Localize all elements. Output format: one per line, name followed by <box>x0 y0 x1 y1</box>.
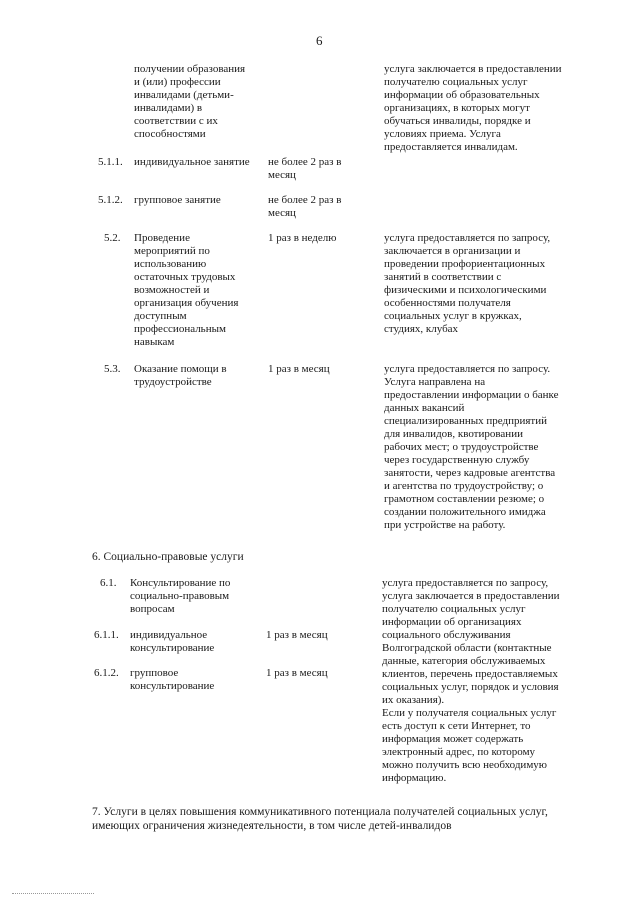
row-0-description: услуга заключается в предоставлении получателю социальных услуг информации об образовательных организациях, в которых могут обучаться инвалиды, порядке и условиях приема. Услуга предоставляется инвалидам. <box>384 63 562 153</box>
row-6-name: индивидуальное консультирование <box>130 629 215 654</box>
row-7-frequency: 1 раз в месяц <box>266 667 328 679</box>
row-0-name: получении образования и (или) профессии инвалидами (детьми- инвалидами) в соответствии с их способностями <box>134 63 246 140</box>
row-1-number: 5.1.1. <box>98 156 123 168</box>
row-5-description: услуга предоставляется по запросу, услуга заключается в предоставлении получателю социальных услуг информации об организациях социального обслуживания Волгоградской области (контактные данные, категория обслуживаемых клиентов, перечень предоставляемых социальных услуг, порядок и условия их оказания). Если у получателя социальных услуг есть доступ к сети Интернет, то информация может содержать электронный адрес, по которому можно получить всю необходимую информацию. <box>382 577 560 784</box>
row-1-frequency: не более 2 раз в месяц <box>268 156 342 181</box>
row-3-frequency: 1 раз в неделю <box>268 232 337 244</box>
row-4-frequency: 1 раз в месяц <box>268 363 330 375</box>
row-3-description: услуга предоставляется по запросу, заключается в организации и проведении профориентационных занятий в соответствии с физическими и психологическими особенностями получателя социальных услуг в кружках, студиях, клубах <box>384 232 551 335</box>
row-4-name: Оказание помощи в трудоустройстве <box>134 363 227 388</box>
section-7-heading: 7. Услуги в целях повышения коммуникативного потенциала получателей социальных услуг, имеющих ограничения жизнедеятельности, в том числе детей-инвалидов <box>92 806 548 832</box>
row-3-number: 5.2. <box>104 232 121 244</box>
row-7-number: 6.1.2. <box>94 667 119 679</box>
row-6-frequency: 1 раз в месяц <box>266 629 328 641</box>
row-4-description: услуга предоставляется по запросу. Услуга направлена на предоставлении информации о банке данных вакансий специализированных предприятий для инвалидов, квотировании рабочих мест; о трудоустройстве через государственную службу занятости, через кадровые агентства и агентства по трудоустройству; о грамотном составлении резюме; о создании положительного имиджа при устройстве на работу. <box>384 363 559 531</box>
row-6-number: 6.1.1. <box>94 629 119 641</box>
row-1-name: индивидуальное занятие <box>134 156 250 168</box>
row-4-number: 5.3. <box>104 363 121 375</box>
row-2-name: групповое занятие <box>134 194 221 206</box>
row-7-name: групповое консультирование <box>130 667 215 692</box>
row-2-number: 5.1.2. <box>98 194 123 206</box>
row-5-name: Консультирование по социально-правовым вопросам <box>130 577 231 615</box>
row-5-number: 6.1. <box>100 577 117 589</box>
section-6-heading: 6. Социально-правовые услуги <box>92 551 244 563</box>
footnote-separator <box>12 893 94 894</box>
page-number: 6 <box>316 33 323 48</box>
row-3-name: Проведение мероприятий по использованию остаточных трудовых возможностей и организация обучения доступным профессиональным навыкам <box>134 232 239 348</box>
row-2-frequency: не более 2 раз в месяц <box>268 194 342 219</box>
